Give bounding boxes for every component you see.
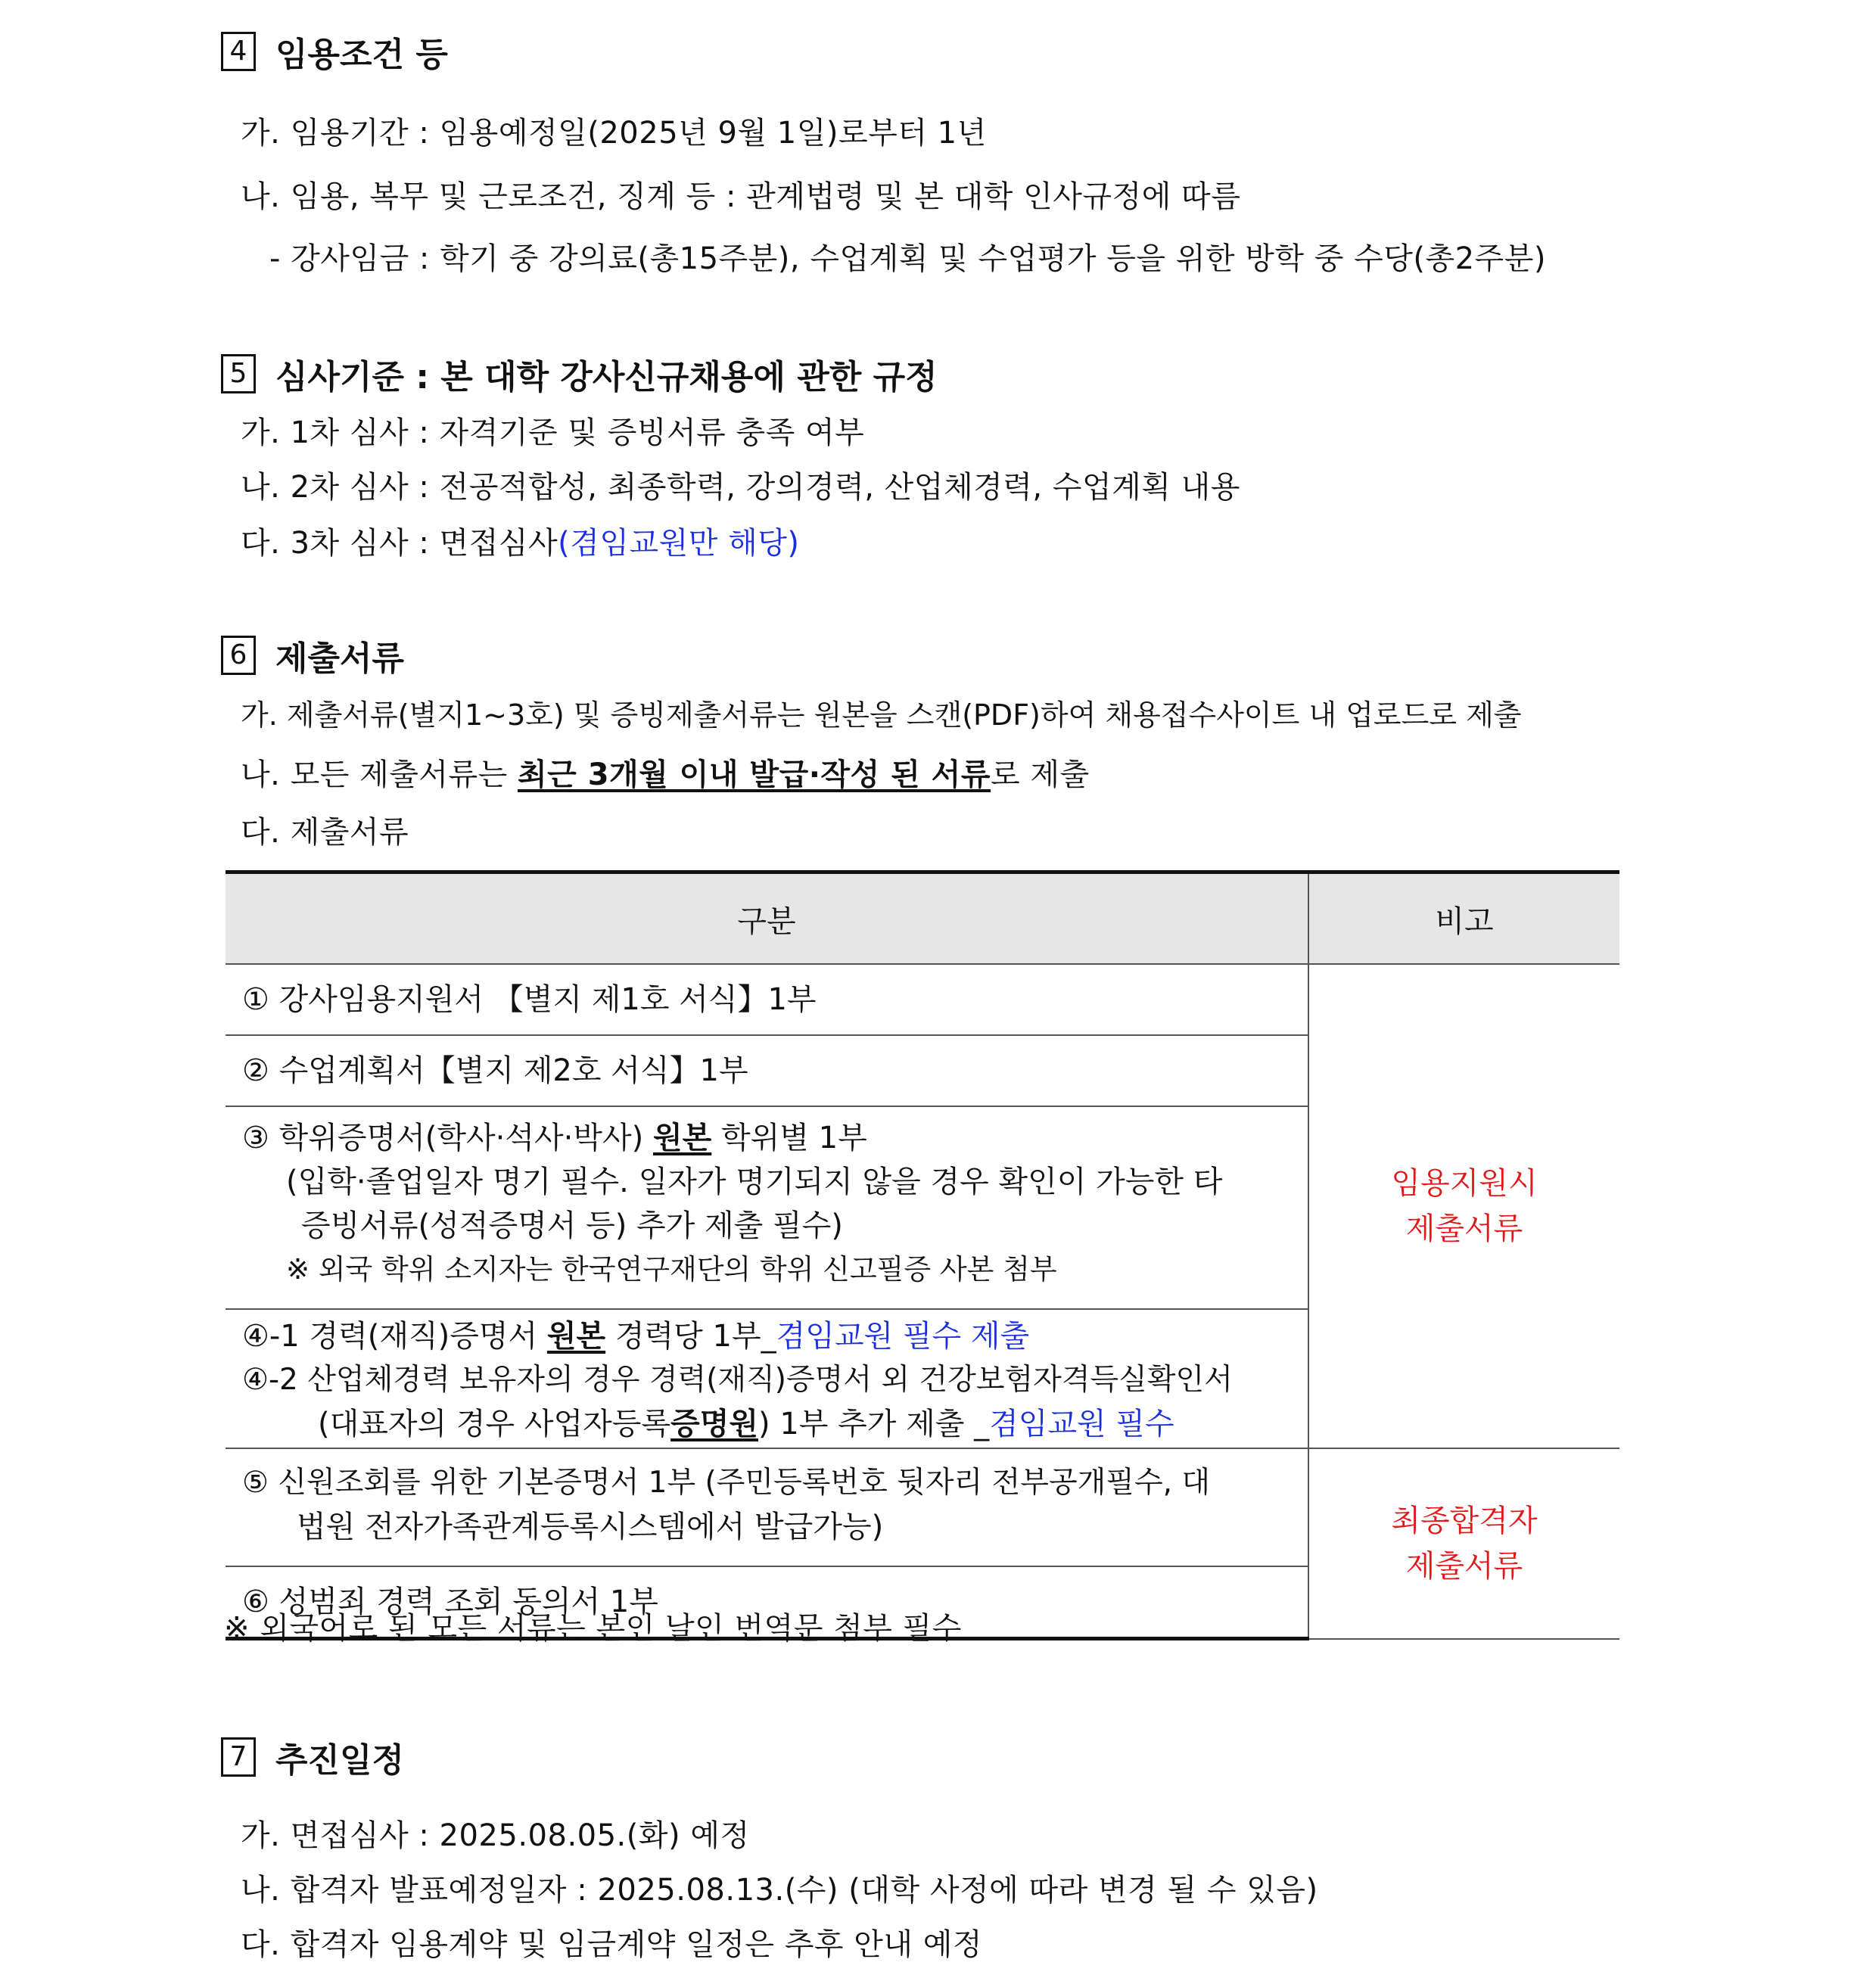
table-header-note: 비고 [1308,872,1619,965]
row-2-text: ② 수업계획서【별지 제2호 서식】1부 [242,1053,748,1088]
s6-item-b-pre: 나. 모든 제출서류는 [241,757,518,792]
row-4-cell [226,1309,1308,1448]
row-4-line-2: ④-2 산업체경력 보유자의 경우 경력(재직)증명서 외 건강보험자격득실확인서 [242,1363,1233,1397]
row-4-line-1 [242,1314,1291,1358]
s6-item-a: 가. 제출서류(별지1~3호) 및 증빙제출서류는 원본을 스캔(PDF)하여 채용접수사이트 내 업로드로 제출 [241,698,1522,732]
row-1-cell [226,964,1308,1035]
documents-table [226,870,1619,1640]
s5-item-c [241,519,800,562]
row-3-line-4: ※ 외국 학위 소지자는 한국연구재단의 학위 신고필증 사본 첨부 [286,1253,1057,1286]
section-7-heading [221,1733,404,1781]
note-application-docs [1308,964,1619,1448]
section-5-number: 5 [221,354,256,393]
section-4-number: 4 [221,32,256,71]
row-3-cell [226,1106,1308,1309]
s5-item-c-text: 다. 3차 심사 : 면접심사 [241,526,558,561]
s7-item-b: 나. 합격자 발표예정일자 : 2025.08.13.(수) (대학 사정에 따라 변경 될 수 있음) [241,1873,1318,1908]
row-3-line-1-post: 학위별 1부 [711,1121,867,1155]
s5-item-c-note: (겸임교원만 해당) [558,526,800,561]
s4-item-b-sub: - 강사임금 : 학기 중 강의료(총15주분), 수업계획 및 수업평가 등을 위한 방학 중 수당(총2주분) [269,241,1546,276]
s5-item-b: 나. 2차 심사 : 전공적합성, 최종학력, 강의경력, 산업체경력, 수업계획 내용 [241,470,1240,505]
note-2-line-1: 최종합격자 [1391,1503,1538,1538]
row-4-line-3 [242,1402,1291,1446]
s4-item-b: 나. 임용, 복무 및 근로조건, 징계 등 : 관계법령 및 본 대학 인사규정에 따름 [241,179,1241,214]
row-4-line-1-note: 겸임교원 필수 제출 [776,1319,1030,1354]
s6-item-b-post: 로 제출 [990,757,1090,792]
table-row [226,964,1619,1035]
section-5-title: 심사기준 : 본 대학 강사신규채용에 관한 규정 [275,358,938,397]
table-header-category: 구분 [226,872,1308,965]
section-6-heading [221,631,404,680]
section-7-number: 7 [221,1737,256,1777]
row-5-line-1: ⑤ 신원조회를 위한 기본증명서 1부 (주민등록번호 뒷자리 전부공개필수, 대 [242,1466,1211,1500]
section-7-title: 추진일정 [275,1741,405,1780]
section-4-heading [221,27,448,76]
row-3-line-3: 증빙서류(성적증명서 등) 추가 제출 필수) [301,1208,843,1243]
s7-item-c: 다. 합격자 임용계약 및 임금계약 일정은 추후 안내 예정 [241,1927,983,1962]
row-4-line-3-note: 겸임교원 필수 [989,1407,1174,1441]
table-header-row [226,872,1619,965]
section-6-title: 제출서류 [275,639,405,678]
row-5-line-2: 법원 전자가족관계등록시스템에서 발급가능) [297,1510,884,1544]
s6-footnote: ※ 외국어로 된 모든 서류는 본인 날인 번역문 첨부 필수 [224,1611,962,1646]
row-4-certificate: 증명원 [670,1407,758,1441]
row-4-original: 원본 [546,1319,606,1354]
s6-item-c: 다. 제출서류 [241,815,409,850]
section-4-title: 임용조건 등 [275,36,448,74]
row-3-line-1 [242,1116,1291,1160]
note-1-line-1: 임용지원시 [1391,1166,1538,1201]
note-1-line-2: 제출서류 [1405,1211,1523,1246]
s7-item-a: 가. 면접심사 : 2025.08.05.(화) 예정 [241,1818,750,1853]
row-5-cell [226,1448,1308,1566]
row-3-original: 원본 [652,1121,712,1155]
row-6-text: ⑥ 성범죄 경력 조회 동의서 1부 [242,1584,658,1619]
s6-item-b [241,751,1090,794]
section-5-heading [221,350,938,398]
row-4-line-1-post: 경력당 1부_ [605,1319,776,1354]
row-1-text: ① 강사임용지원서 【별지 제1호 서식】1부 [242,982,817,1017]
note-final-docs [1308,1448,1619,1639]
row-4-line-1-pre: ④-1 경력(재직)증명서 [242,1319,547,1354]
row-3-line-2: (입학·졸업일자 명기 필수. 일자가 명기되지 않을 경우 확인이 가능한 타 [286,1165,1223,1199]
section-6-number: 6 [221,636,256,675]
s6-item-b-emphasis: 최근 3개월 이내 발급·작성 된 서류 [517,757,991,792]
table-row [226,1448,1619,1566]
row-4-line-3-post: ) 1부 추가 제출 _ [758,1407,990,1441]
row-2-cell [226,1035,1308,1106]
row-3-line-1-pre: ③ 학위증명서(학사·석사·박사) [242,1121,653,1155]
note-2-line-2: 제출서류 [1405,1548,1523,1584]
s4-item-a: 가. 임용기간 : 임용예정일(2025년 9월 1일)로부터 1년 [241,116,987,151]
row-4-line-3-pre: (대표자의 경우 사업자등록 [318,1407,671,1441]
s5-item-a: 가. 1차 심사 : 자격기준 및 증빙서류 충족 여부 [241,415,865,450]
